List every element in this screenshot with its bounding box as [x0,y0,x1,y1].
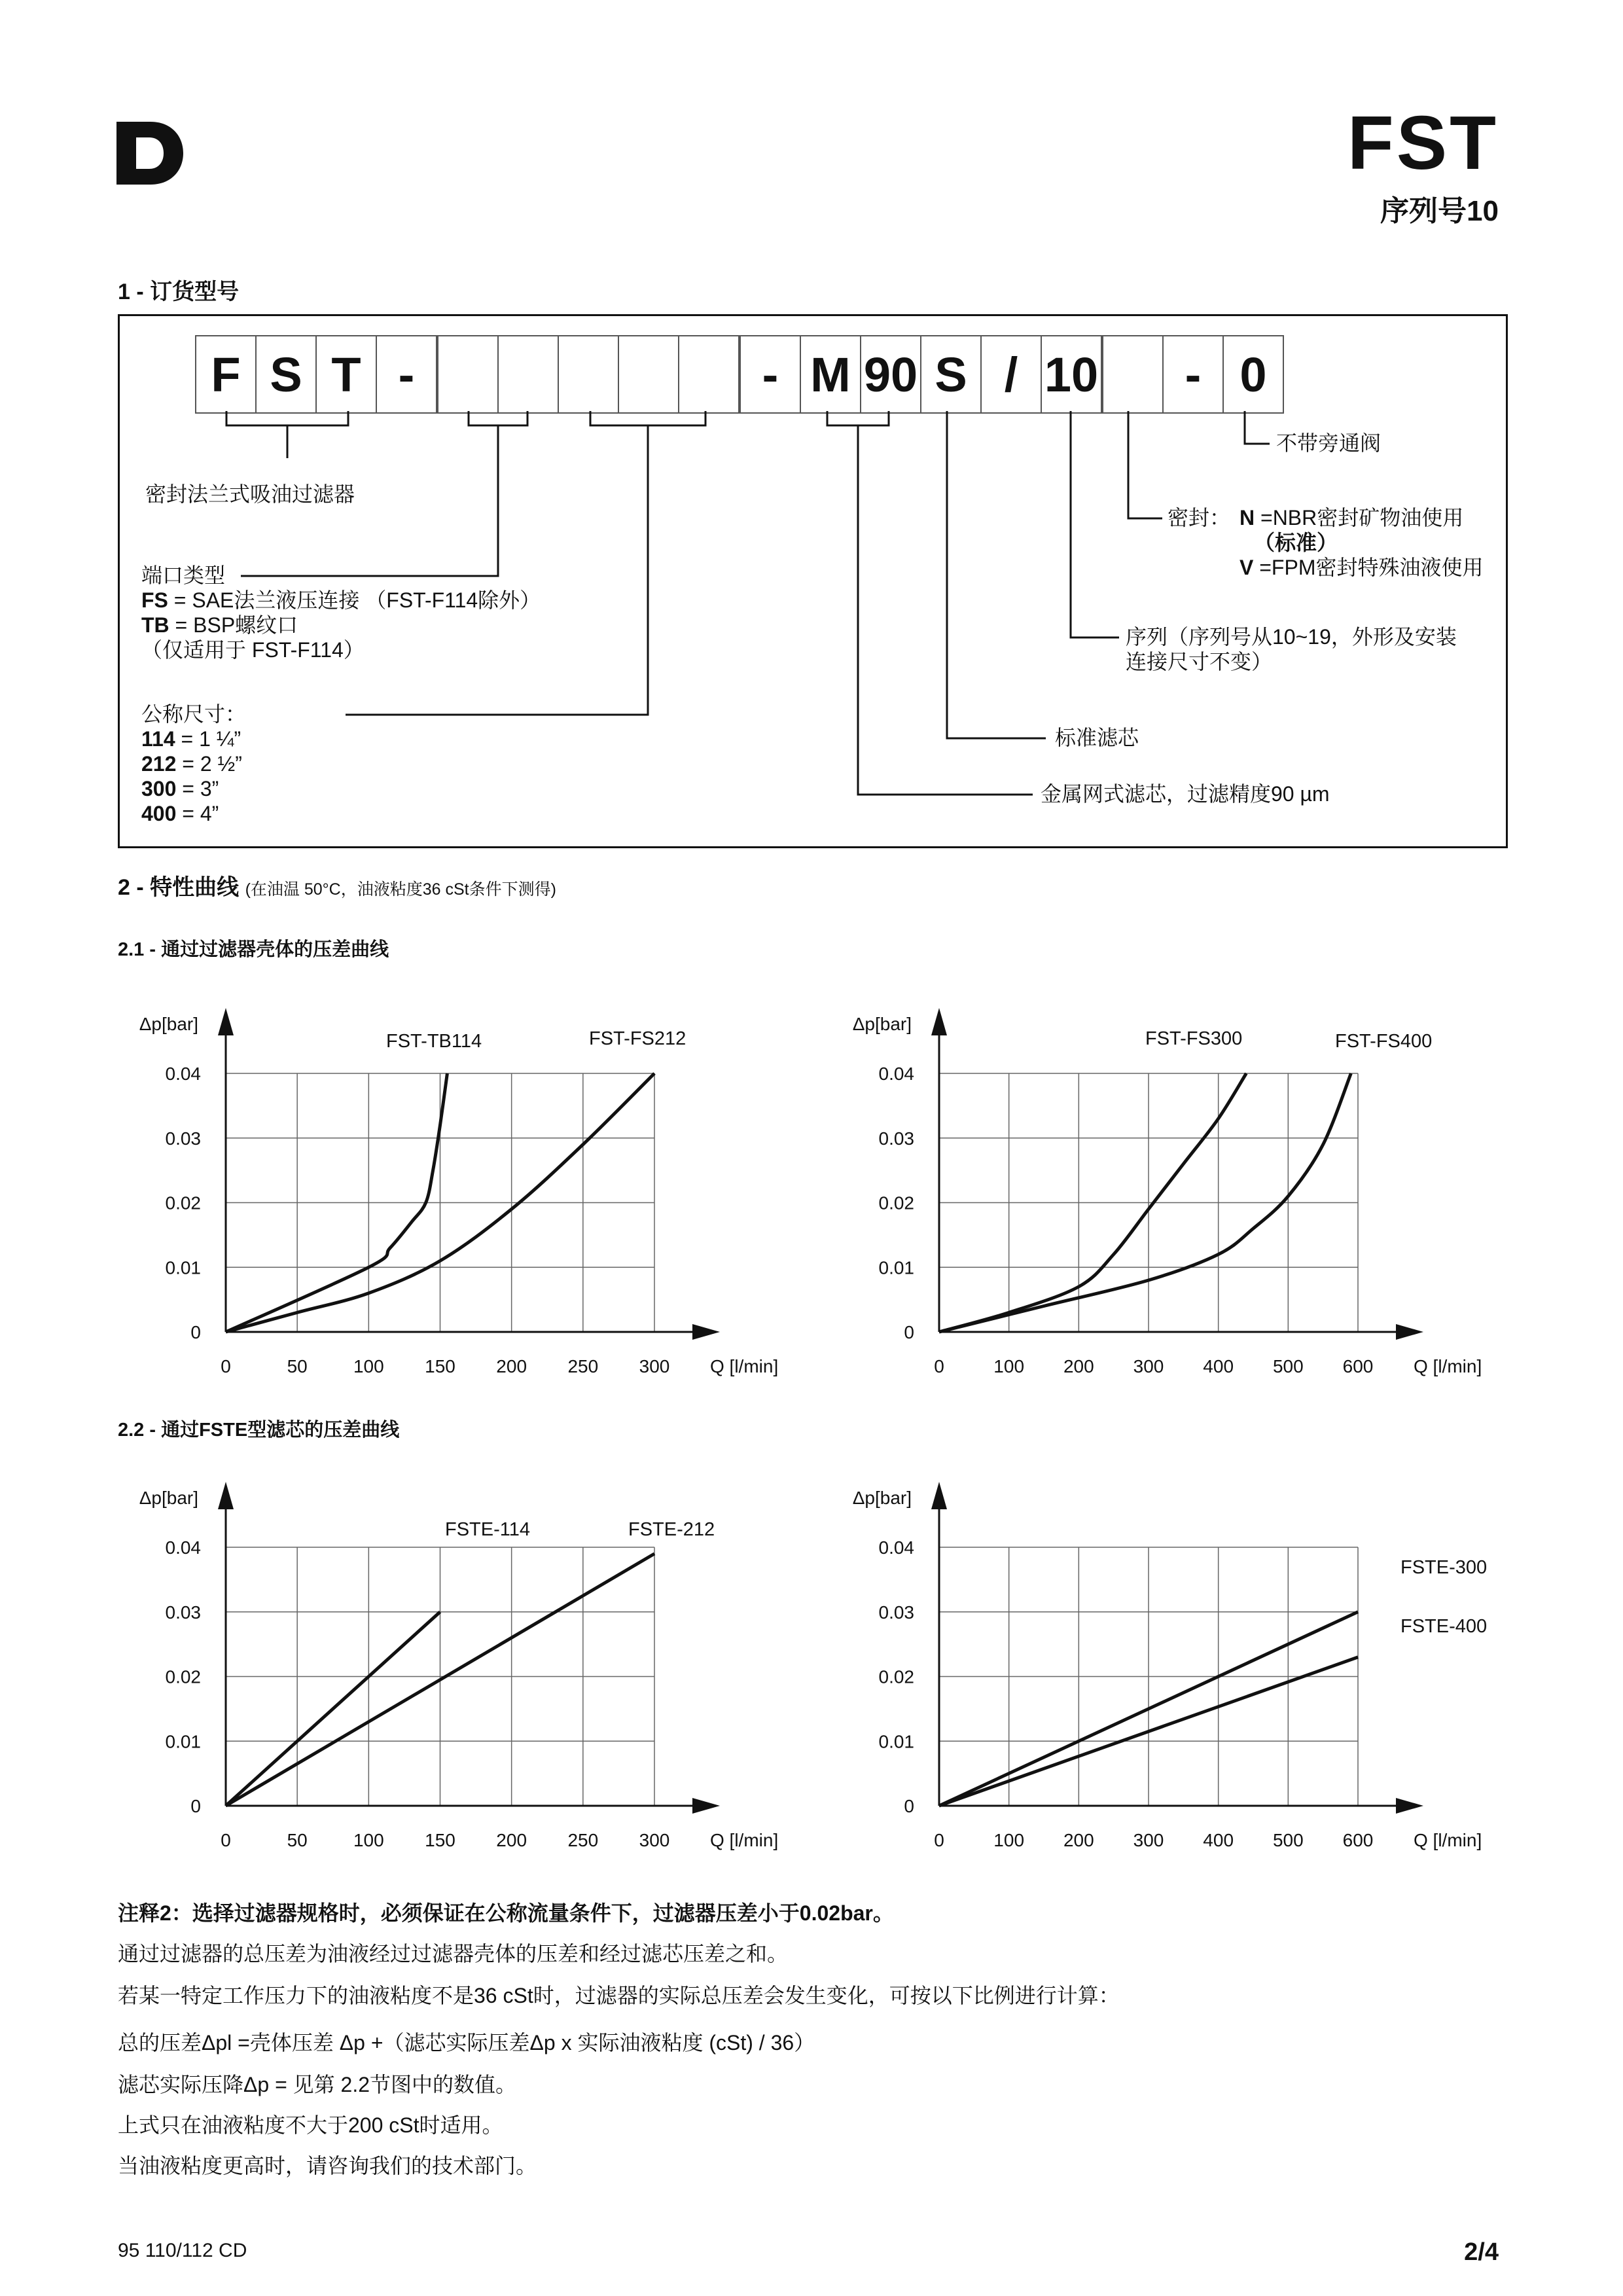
code-cell-12: S [920,335,982,414]
section1-title: 1 - 订货型号 [118,279,240,304]
x-tick-label: 100 [993,1830,1025,1850]
code-cell-1: S [255,335,317,414]
y-axis-arrow [218,1008,234,1035]
series-label-FSTE-212: FSTE-212 [628,1519,715,1540]
chart-element-114-212 [131,1475,825,1861]
chart-grid [939,1547,1358,1806]
section2-subtitle: (在油温 50°C，油液粘度36 cSt条件下测得) [245,880,556,899]
note-6: 上式只在油液粘度不大于200 cSt时适用。 [118,2113,503,2137]
x-tick-label: 500 [1272,1356,1304,1376]
y-tick-label: 0 [190,1322,201,1342]
x-axis-label: Q [l/min] [1414,1830,1482,1850]
code-cell-2: T [315,335,377,414]
x-tick-label: 250 [567,1830,599,1850]
x-tick-label: 50 [287,1830,308,1850]
label-port-type: 端口类型 FS = SAE法兰液压连接 （FST-F114除外） TB = BSP螺纹口 （仅适用于 FST-F114） [141,564,541,662]
series-label-FST-FS300: FST-FS300 [1145,1028,1243,1049]
y-axis-label: Δp[bar] [852,1488,912,1508]
y-tick-label: 0.01 [878,1257,914,1278]
code-cell-0: F [195,335,257,414]
label-mesh-element: 金属网式滤芯，过滤精度90 µm [1041,782,1330,806]
code-cell-16: - [1162,335,1224,414]
y-tick-label: 0.02 [878,1666,914,1687]
series-line-FSTE-114 [226,1612,440,1806]
x-tick-label: 300 [639,1356,670,1376]
note-7: 当油液粘度更高时，请咨询我们的技术部门。 [118,2154,537,2178]
y-tick-label: 0.01 [165,1257,201,1278]
x-axis-label: Q [l/min] [1414,1356,1482,1376]
x-axis-arrow [692,1324,720,1340]
x-tick-label: 200 [496,1356,527,1376]
x-axis-arrow [1396,1798,1423,1814]
series-label-FST-TB114: FST-TB114 [386,1031,482,1052]
chart-grid [226,1073,654,1332]
x-tick-label: 0 [221,1830,231,1850]
x-tick-label: 250 [567,1356,599,1376]
x-tick-label: 400 [1203,1830,1234,1850]
x-tick-label: 600 [1342,1356,1374,1376]
x-tick-label: 600 [1342,1830,1374,1850]
series-label-FSTE-114: FSTE-114 [445,1519,531,1540]
document-series: 序列号10 [1380,195,1499,227]
chart-grid [939,1073,1358,1332]
y-tick-label: 0.01 [878,1731,914,1752]
y-tick-label: 0.01 [165,1731,201,1752]
x-tick-label: 200 [1063,1830,1094,1850]
y-tick-label: 0 [904,1796,914,1816]
label-seal-options: N =NBR密封矿物油使用 （标准） V =FPM密封特殊油液使用 [1240,506,1484,579]
x-tick-label: 100 [993,1356,1025,1376]
y-axis-arrow [931,1008,947,1035]
x-tick-label: 400 [1203,1356,1234,1376]
y-tick-label: 0 [190,1796,201,1816]
y-axis-arrow [218,1482,234,1509]
note-2: 通过过滤器的总压差为油液经过过滤器壳体的压差和经过滤芯压差之和。 [118,1942,789,1965]
y-tick-label: 0.03 [165,1602,201,1623]
x-tick-label: 0 [934,1356,944,1376]
y-axis-label: Δp[bar] [139,1488,198,1508]
code-cell-10: M [800,335,861,414]
x-tick-label: 100 [353,1830,384,1850]
note-5: 滤芯实际压降Δp = 见第 2.2节图中的数值。 [118,2073,517,2096]
y-tick-label: 0.03 [878,1602,914,1623]
x-tick-label: 500 [1272,1830,1304,1850]
label-nominal-size: 公称尺寸： 114 = 1 ¼” 212 = 2 ½” 300 = 3” 400 = 4” [141,702,247,825]
x-axis-arrow [692,1798,720,1814]
x-tick-label: 150 [425,1830,455,1850]
y-tick-label: 0.03 [165,1128,201,1149]
label-standard-element: 标准滤芯 [1055,726,1139,749]
y-tick-label: 0.02 [165,1666,201,1687]
series-label-FST-FS212: FST-FS212 [589,1028,687,1049]
code-cell-13: / [980,335,1042,414]
series-label-FSTE-300: FSTE-300 [1400,1557,1488,1578]
footer-doc-code: 95 110/112 CD [118,2240,247,2261]
y-axis-label: Δp[bar] [139,1014,198,1034]
y-axis-label: Δp[bar] [852,1014,912,1034]
x-tick-label: 0 [221,1356,231,1376]
series-label-FSTE-400: FSTE-400 [1400,1616,1488,1637]
subsection-2-2-title: 2.2 - 通过FSTE型滤芯的压差曲线 [118,1420,400,1441]
y-tick-label: 0.04 [878,1064,914,1084]
label-series: 序列（序列号从10~19，外形及安装 连接尺寸不变） [1126,625,1457,673]
label-flange: 密封法兰式吸油过滤器 [145,482,355,506]
y-tick-label: 0.04 [165,1064,201,1084]
x-tick-label: 100 [353,1356,384,1376]
y-tick-label: 0.03 [878,1128,914,1149]
y-tick-label: 0 [904,1322,914,1342]
x-axis-arrow [1396,1324,1423,1340]
x-tick-label: 300 [1133,1830,1164,1850]
subsection-2-1-title: 2.1 - 通过过滤器壳体的压差曲线 [118,939,389,960]
y-tick-label: 0.02 [878,1193,914,1213]
x-tick-label: 150 [425,1356,455,1376]
x-tick-label: 300 [639,1830,670,1850]
label-bypass: 不带旁通阀 [1276,431,1382,455]
y-axis-arrow [931,1482,947,1509]
chart-housing-114-212 [131,1001,825,1388]
x-tick-label: 200 [1063,1356,1094,1376]
note-3: 若某一特定工作压力下的油液粘度不是36 cSt时，过滤器的实际总压差会发生变化，可按以下比例进行计算： [118,1984,1120,2007]
page-number: 2/4 [1464,2238,1499,2266]
x-tick-label: 0 [934,1830,944,1850]
section2-title: 2 - 特性曲线 (在油温 50°C，油液粘度36 cSt条件下测得) [118,875,556,900]
x-axis-label: Q [l/min] [710,1830,779,1850]
label-seal: 密封： [1168,506,1231,529]
chart-housing-300-400 [838,1001,1518,1388]
code-cell-9: - [740,335,801,414]
chart-element-300-400 [838,1475,1518,1861]
y-tick-label: 0.04 [165,1537,201,1558]
x-tick-label: 50 [287,1356,308,1376]
document-title: FST [1347,100,1499,185]
x-tick-label: 300 [1133,1356,1164,1376]
series-label-FST-FS400: FST-FS400 [1335,1031,1433,1052]
code-cell-14: 10 [1041,335,1102,414]
note-1: 注释2：选择过滤器规格时，必须保证在公称流量条件下，过滤器压差小于0.02bar。 [118,1901,894,1925]
note-4: 总的压差Δpl =壳体压差 Δp +（滤芯实际压差Δp x 实际油液粘度 (cSt) / 36） [118,2031,815,2054]
code-cell-3: - [376,335,437,414]
code-cell-17: 0 [1222,335,1284,414]
y-tick-label: 0.02 [165,1193,201,1213]
x-axis-label: Q [l/min] [710,1356,779,1376]
code-cell-11: 90 [860,335,921,414]
x-tick-label: 200 [496,1830,527,1850]
y-tick-label: 0.04 [878,1537,914,1558]
